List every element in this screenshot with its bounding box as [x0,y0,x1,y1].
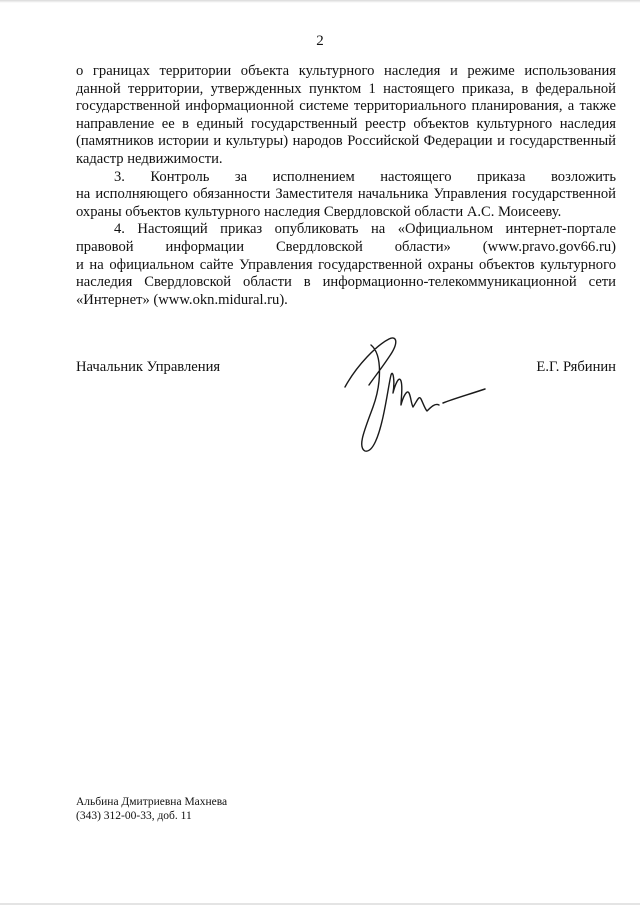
paragraph-publish-second-line: правовой информации Свердловской области» (www.pravo.gov66.ru) [76,238,616,255]
signature-main-stroke [345,338,439,451]
executor-name: Альбина Дмитриевна Махнева [76,796,228,808]
paragraph-control [76,169,616,222]
signature-dash-stroke [443,389,485,403]
paragraph-control-first-line: 3. Контроль за исполнением настоящего приказа возложить [114,168,616,185]
handwritten-signature [335,325,495,460]
paragraph-continuation: о границах территории объекта культурного наследия и режиме использования данной территории, утвержденных пунктом 1 настоящего приказа, в федеральной государственной информационной системе территориального планирования, а также направление ее в единый государственный реестр объектов культурного наследия (памятников истории и культуры) народов Российской Федерации и государственный кадастр недвижимости. [76,63,616,167]
paragraph-control-rest: на исполняющего обязанности Заместителя начальника Управления государственной охраны объектов культурного наследия Свердловской области А.С. Моисееву. [76,186,616,220]
paragraph-publish-rest: и на официальном сайте Управления государственной охраны объектов культурного наследия Свердловской области в информационно-телекоммуникационной сети «Интернет» (www.okn.midural.ru). [76,256,616,308]
paragraph-publish-first-line: 4. Настоящий приказ опубликовать на «Официальном интернет-портале [114,221,616,238]
scan-top-edge [0,0,640,3]
document-body [76,63,616,309]
page-number: 2 [316,33,324,49]
executor-phone: (343) 312-00-33, доб. 11 [76,810,192,822]
executor-info [76,795,227,823]
signatory-name: Е.Г. Рябинин [536,359,616,375]
signatory-position: Начальник Управления [76,359,221,375]
paragraph-publish [76,221,616,309]
